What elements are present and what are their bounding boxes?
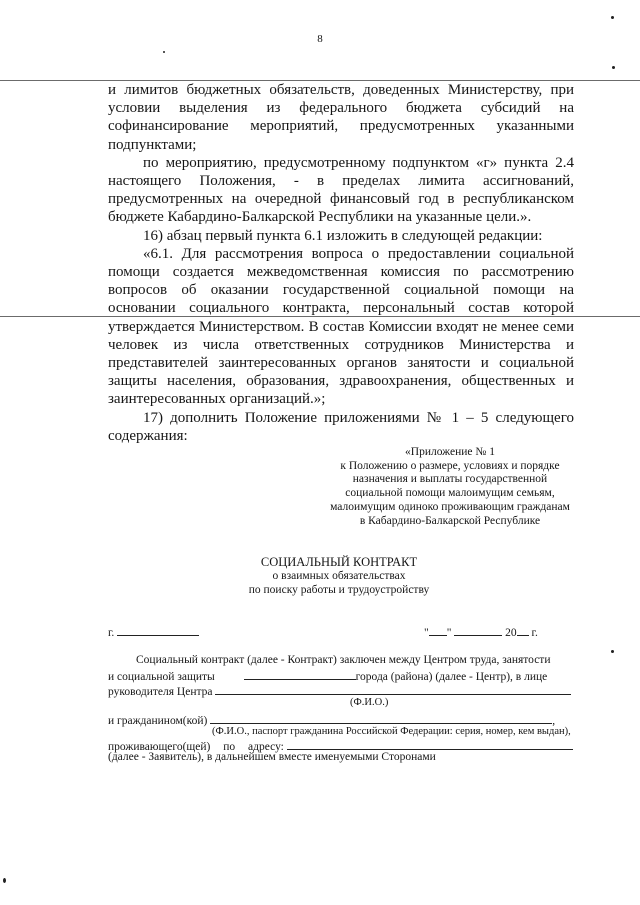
- scan-speck: [163, 51, 165, 53]
- contract-subtitle: по поиску работы и трудоустройству: [248, 583, 430, 596]
- director-name-blank[interactable]: [215, 683, 571, 695]
- center-name-blank[interactable]: [244, 668, 356, 680]
- date-year-suffix: г.: [531, 627, 538, 639]
- appendix-line: к Положению о размере, условиях и порядке: [340, 459, 560, 472]
- city-line: [108, 624, 199, 640]
- appendix-line: социальной помощи малоимущим семьям,: [345, 487, 555, 500]
- text: проживающего(щей): [108, 741, 211, 753]
- scan-speck: [612, 66, 615, 69]
- contract-text-line: [108, 683, 571, 699]
- citizen-name-blank[interactable]: [210, 712, 552, 724]
- contract-text-line: [108, 668, 547, 684]
- appendix-header: [300, 446, 600, 528]
- fio-caption: (Ф.И.О.): [350, 697, 389, 708]
- page-number: 8: [317, 33, 323, 45]
- scan-speck: [611, 16, 614, 19]
- year-blank[interactable]: [517, 624, 529, 636]
- appendix-line: малоимущим одиноко проживающим гражданам: [330, 500, 570, 513]
- contract-text-line: Социальный контракт (далее - Контракт) заключен между Центром труда, занятости: [136, 654, 551, 666]
- date-open-quote: ": [424, 627, 429, 639]
- city-blank[interactable]: [117, 624, 199, 636]
- passport-caption: (Ф.И.О., паспорт гражданина Российской Федерации: серия, номер, кем выдан),: [212, 726, 571, 737]
- contract-title: СОЦИАЛЬНЫЙ КОНТРАКТ: [260, 555, 418, 569]
- contract-text-line: (далее - Заявитель), в дальнейшем вместе именуемыми Сторонами: [108, 751, 436, 763]
- month-blank[interactable]: [454, 624, 502, 636]
- city-prefix: г.: [108, 627, 115, 639]
- scan-speck: [611, 650, 614, 653]
- text: ,: [552, 715, 556, 727]
- paragraph: 16) абзац первый пункта 6.1 изложить в следующей редакции:: [143, 227, 543, 244]
- text: адресу:: [248, 741, 284, 753]
- text: и социальной защиты: [108, 671, 215, 683]
- contract-subtitle: о взаимных обязательствах: [272, 570, 406, 582]
- text: по: [223, 741, 236, 753]
- address-blank[interactable]: [287, 738, 573, 750]
- date-line: [424, 624, 538, 640]
- paragraph: «6.1. Для рассмотрения вопроса о предоставлении социальной помощи создается межведомственная комиссия по рассмотрению вопросов об оказании государственной социальной помощи на основании социального контракта, персональный состав которой утверждается Министерством. В состав Комиссии входят не менее семи человек из числа ответственных сотрудников Министерства и представителей заинтересованных органов занятости и социальной защиты населения, образования, здравоохранения, общественных и заинтересованных организаций.»;: [108, 245, 574, 408]
- day-blank[interactable]: [429, 624, 447, 636]
- scan-speck: [3, 878, 6, 883]
- text: города (района) (далее - Центр), в лице: [355, 671, 548, 683]
- text: руководителя Центра: [108, 686, 213, 698]
- body-text: [108, 81, 574, 445]
- appendix-line: в Кабардино-Балкарской Республике: [359, 514, 541, 527]
- paragraph: по мероприятию, предусмотренному подпунктом «г» пункта 2.4 настоящего Положения, - в пределах лимита ассигнований, предусмотренных на очередной финансовый год в республиканском бюджете Кабардино-Балкарской Республики на указанные цели.».: [108, 154, 574, 226]
- contract-title-block: [200, 555, 478, 597]
- paragraph: 17) дополнить Положение приложениями № 1 – 5 следующего содержания:: [108, 409, 574, 444]
- paragraph: и лимитов бюджетных обязательств, доведенных Министерству, при условии выделения из федерального бюджета субсидий на софинансирование мероприятий, предусмотренных указанными подпунктами;: [108, 82, 574, 153]
- date-year: 20: [505, 627, 517, 639]
- appendix-line: назначения и выплаты государственной: [352, 473, 548, 486]
- appendix-line: «Приложение № 1: [405, 446, 495, 458]
- date-close-quote: ": [446, 627, 452, 639]
- text: и гражданином(кой): [108, 715, 208, 727]
